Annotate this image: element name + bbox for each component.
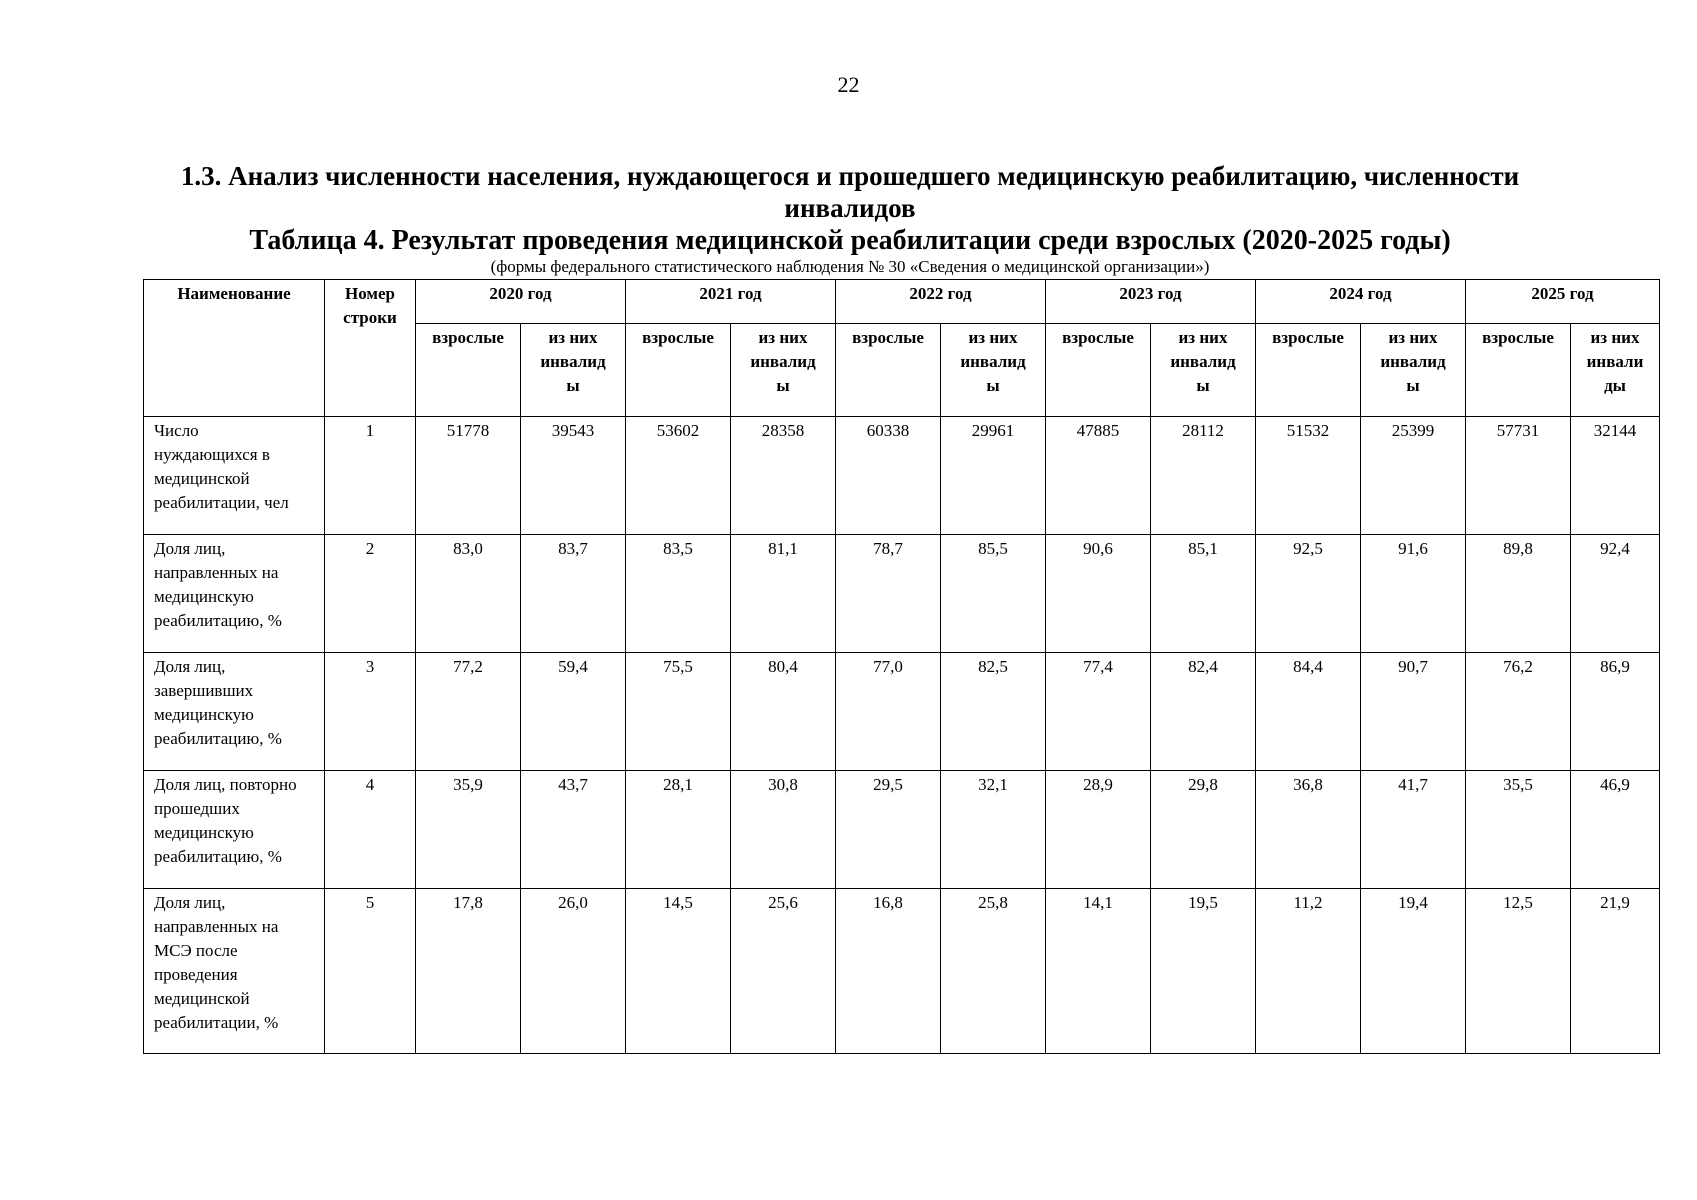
table-row	[144, 653, 1660, 771]
row-name-line: Доля лиц, повторно	[154, 775, 297, 794]
cell-adults: 17,8	[416, 889, 521, 1054]
row-name-line: медицинскую	[154, 705, 254, 724]
subheader-disabled	[1571, 324, 1660, 417]
cell-adults: 83,0	[416, 535, 521, 653]
cell-disabled: 80,4	[731, 653, 836, 771]
subheader-disabled	[731, 324, 836, 417]
row-number: 5	[325, 889, 416, 1054]
cell-disabled: 19,5	[1151, 889, 1256, 1054]
cell-disabled: 21,9	[1571, 889, 1660, 1054]
cell-adults: 28,9	[1046, 771, 1151, 889]
table-row	[144, 417, 1660, 535]
cell-adults: 77,4	[1046, 653, 1151, 771]
row-number: 2	[325, 535, 416, 653]
cell-adults: 16,8	[836, 889, 941, 1054]
row-name-line: реабилитацию, %	[154, 729, 282, 748]
row-name-line: Доля лиц,	[154, 539, 226, 558]
cell-disabled: 30,8	[731, 771, 836, 889]
cell-adults: 53602	[626, 417, 731, 535]
row-name-line: проведения	[154, 965, 238, 984]
subheader-disabled-line: инвалид	[540, 352, 606, 371]
cell-adults: 57731	[1466, 417, 1571, 535]
cell-adults: 36,8	[1256, 771, 1361, 889]
cell-disabled: 85,5	[941, 535, 1046, 653]
subheader-adults: взрослые	[1466, 324, 1571, 417]
cell-disabled: 32,1	[941, 771, 1046, 889]
subheader-disabled-line: из них	[1388, 328, 1438, 347]
row-name-line: реабилитацию, %	[154, 847, 282, 866]
header-year-2024: 2024 год	[1256, 280, 1466, 324]
row-name-line: завершивших	[154, 681, 254, 700]
cell-adults: 51532	[1256, 417, 1361, 535]
cell-adults: 83,5	[626, 535, 731, 653]
table-row	[144, 535, 1660, 653]
row-name-line: нуждающихся в	[154, 445, 270, 464]
cell-adults: 35,5	[1466, 771, 1571, 889]
subheader-disabled-line: ды	[1604, 376, 1626, 395]
row-name-line: медицинской	[154, 469, 250, 488]
subheader-disabled-line: ы	[776, 376, 790, 395]
header-year-2023: 2023 год	[1046, 280, 1256, 324]
subheader-disabled-line: ы	[986, 376, 1000, 395]
cell-disabled: 32144	[1571, 417, 1660, 535]
subheader-disabled-line: ы	[566, 376, 580, 395]
header-year-2020: 2020 год	[416, 280, 626, 324]
cell-adults: 90,6	[1046, 535, 1151, 653]
cell-adults: 14,5	[626, 889, 731, 1054]
cell-adults: 77,0	[836, 653, 941, 771]
subheader-disabled-line: инвалид	[750, 352, 816, 371]
cell-adults: 60338	[836, 417, 941, 535]
cell-disabled: 29,8	[1151, 771, 1256, 889]
cell-adults: 35,9	[416, 771, 521, 889]
header-name: Наименование	[144, 280, 325, 417]
page-number: 22	[837, 72, 860, 97]
row-name-line: медицинской	[154, 989, 250, 1008]
cell-adults: 89,8	[1466, 535, 1571, 653]
subheader-disabled-line: инвалид	[960, 352, 1026, 371]
subheader-adults: взрослые	[1256, 324, 1361, 417]
cell-disabled: 39543	[521, 417, 626, 535]
cell-adults: 12,5	[1466, 889, 1571, 1054]
row-name-line: реабилитацию, %	[154, 611, 282, 630]
table-body	[144, 417, 1660, 1054]
cell-adults: 47885	[1046, 417, 1151, 535]
cell-disabled: 90,7	[1361, 653, 1466, 771]
header-year-2021: 2021 год	[626, 280, 836, 324]
cell-disabled: 25399	[1361, 417, 1466, 535]
subheader-disabled-line: из них	[758, 328, 808, 347]
cell-adults: 29,5	[836, 771, 941, 889]
subheader-disabled	[941, 324, 1046, 417]
cell-disabled: 29961	[941, 417, 1046, 535]
cell-disabled: 91,6	[1361, 535, 1466, 653]
row-number: 3	[325, 653, 416, 771]
cell-disabled: 82,4	[1151, 653, 1256, 771]
cell-disabled: 28358	[731, 417, 836, 535]
row-name-line: медицинскую	[154, 823, 254, 842]
cell-adults: 75,5	[626, 653, 731, 771]
cell-disabled: 86,9	[1571, 653, 1660, 771]
cell-disabled: 25,8	[941, 889, 1046, 1054]
cell-disabled: 28112	[1151, 417, 1256, 535]
subheader-adults: взрослые	[1046, 324, 1151, 417]
subheader-adults: взрослые	[836, 324, 941, 417]
cell-adults: 77,2	[416, 653, 521, 771]
subheader-disabled	[1361, 324, 1466, 417]
cell-disabled: 83,7	[521, 535, 626, 653]
cell-disabled: 26,0	[521, 889, 626, 1054]
row-name-line: направленных на	[154, 563, 279, 582]
cell-disabled: 92,4	[1571, 535, 1660, 653]
row-name	[144, 771, 325, 889]
cell-adults: 76,2	[1466, 653, 1571, 771]
cell-disabled: 59,4	[521, 653, 626, 771]
cell-adults: 51778	[416, 417, 521, 535]
row-number: 4	[325, 771, 416, 889]
section-heading	[140, 160, 1560, 224]
row-name-line: направленных на	[154, 917, 279, 936]
rehabilitation-results-table	[143, 279, 1660, 1054]
row-name-line: Число	[154, 421, 199, 440]
cell-disabled: 41,7	[1361, 771, 1466, 889]
table-row	[144, 771, 1660, 889]
row-name-line: МСЭ после	[154, 941, 238, 960]
subheader-disabled	[521, 324, 626, 417]
header-year-2022: 2022 год	[836, 280, 1046, 324]
section-heading-line: инвалидов	[784, 193, 916, 223]
row-name	[144, 535, 325, 653]
header-year-2025: 2025 год	[1466, 280, 1660, 324]
header-row-number-line: строки	[343, 308, 397, 327]
header-row-number	[325, 280, 416, 417]
cell-disabled: 25,6	[731, 889, 836, 1054]
cell-adults: 84,4	[1256, 653, 1361, 771]
row-number: 1	[325, 417, 416, 535]
subheader-disabled-line: из них	[1178, 328, 1228, 347]
cell-adults: 11,2	[1256, 889, 1361, 1054]
subheader-disabled-line: из них	[548, 328, 598, 347]
cell-adults: 92,5	[1256, 535, 1361, 653]
row-name-line: медицинскую	[154, 587, 254, 606]
subheader-disabled-line: ы	[1406, 376, 1420, 395]
cell-disabled: 19,4	[1361, 889, 1466, 1054]
row-name-line: реабилитации, чел	[154, 493, 289, 512]
cell-adults: 28,1	[626, 771, 731, 889]
table-row	[144, 889, 1660, 1054]
cell-disabled: 43,7	[521, 771, 626, 889]
row-name-line: реабилитации, %	[154, 1013, 279, 1032]
row-name	[144, 653, 325, 771]
table-subtitle: (формы федерального статистического наблюдения № 30 «Сведения о медицинской организации»)	[490, 257, 1210, 276]
subheader-disabled-line: из них	[1590, 328, 1640, 347]
subheader-disabled-line: ы	[1196, 376, 1210, 395]
subheader-disabled-line: инвалид	[1380, 352, 1446, 371]
header-row-number-line: Номер	[345, 284, 395, 303]
cell-disabled: 82,5	[941, 653, 1046, 771]
header-row-years	[144, 280, 1660, 324]
cell-disabled: 85,1	[1151, 535, 1256, 653]
cell-adults: 14,1	[1046, 889, 1151, 1054]
subheader-adults: взрослые	[416, 324, 521, 417]
subheader-adults: взрослые	[626, 324, 731, 417]
cell-adults: 78,7	[836, 535, 941, 653]
cell-disabled: 81,1	[731, 535, 836, 653]
row-name	[144, 889, 325, 1054]
subheader-disabled	[1151, 324, 1256, 417]
row-name-line: прошедших	[154, 799, 240, 818]
row-name	[144, 417, 325, 535]
row-name-line: Доля лиц,	[154, 657, 226, 676]
row-name-line: Доля лиц,	[154, 893, 226, 912]
subheader-disabled-line: инвали	[1586, 352, 1644, 371]
section-heading-line: 1.3. Анализ численности населения, нуждающегося и прошедшего медицинскую реабилитацию, численности	[180, 161, 1520, 191]
subheader-disabled-line: из них	[968, 328, 1018, 347]
cell-disabled: 46,9	[1571, 771, 1660, 889]
table-title: Таблица 4. Результат проведения медицинской реабилитации среди взрослых (2020-2025 годы)	[249, 225, 1451, 256]
subheader-disabled-line: инвалид	[1170, 352, 1236, 371]
